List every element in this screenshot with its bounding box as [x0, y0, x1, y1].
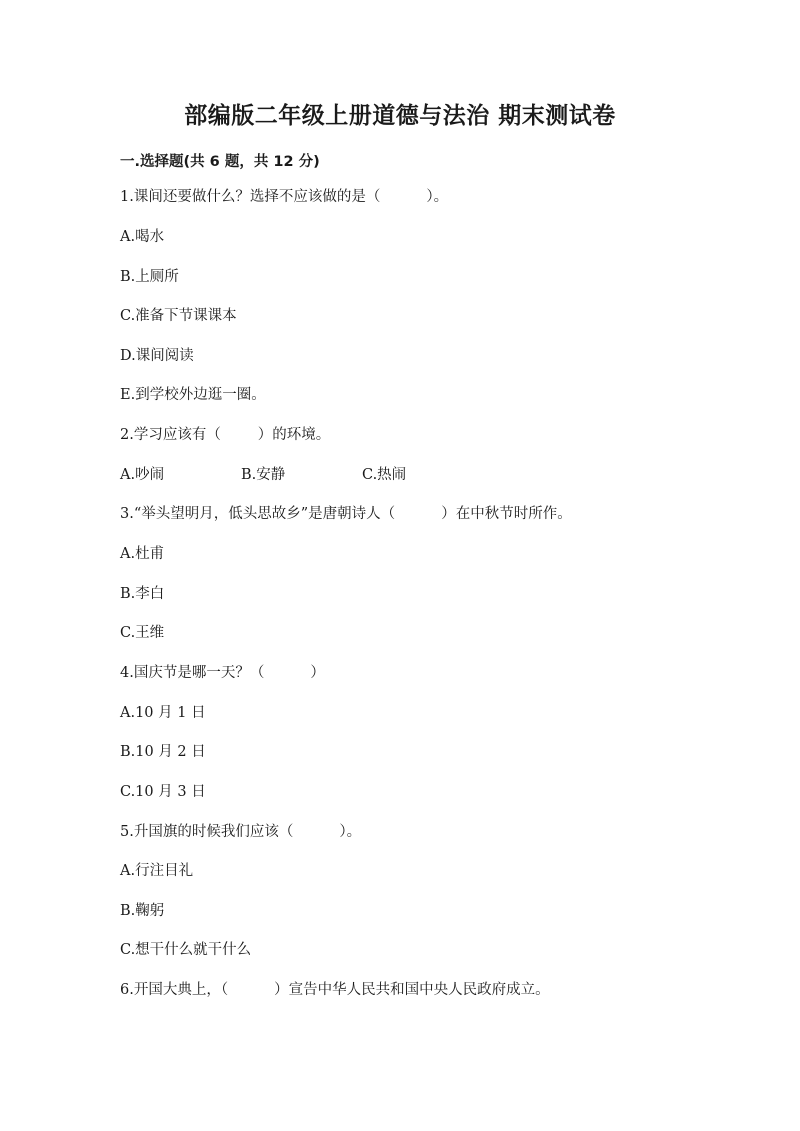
- question-3-stem: 3.“举头望明月，低头思故乡”是唐朝诗人（ ）在中秋节时所作。: [120, 506, 572, 522]
- question-3-option-b: B.李白: [120, 586, 165, 602]
- question-1-option-e: E.到学校外边逛一圈。: [120, 387, 266, 403]
- question-3-option-c: C.王维: [120, 625, 165, 641]
- page-title: 部编版二年级上册道德与法治 期末测试卷: [184, 103, 616, 129]
- question-4-option-b: B.10 月 2 日: [120, 744, 206, 760]
- question-4-option-a: A.10 月 1 日: [120, 705, 206, 721]
- question-5-option-a: A.行注目礼: [120, 863, 194, 879]
- question-4-stem: 4.国庆节是哪一天？（ ）: [120, 665, 325, 681]
- question-4-option-c: C.10 月 3 日: [120, 784, 206, 800]
- question-3-option-a: A.杜甫: [120, 546, 165, 562]
- question-5-stem: 5.升国旗的时候我们应该（ ）。: [120, 824, 362, 840]
- section-heading: 一.选择题(共 6 题，共 12 分): [120, 154, 320, 170]
- question-5-option-c: C.想干什么就干什么: [120, 942, 252, 958]
- question-2-stem: 2.学习应该有（ ）的环境。: [120, 427, 331, 443]
- question-1-option-b: B.上厕所: [120, 269, 179, 285]
- question-1-option-a: A.喝水: [120, 229, 165, 245]
- question-1-stem: 1.课间还要做什么？选择不应该做的是（ ）。: [120, 189, 449, 205]
- question-2-option-a: A.吵闹: [120, 467, 165, 483]
- question-2-option-b: B.安静: [241, 467, 286, 483]
- question-5-option-b: B.鞠躬: [120, 903, 165, 919]
- question-6-stem: 6.开国大典上，（ ）宣告中华人民共和国中央人民政府成立。: [120, 982, 550, 998]
- question-1-option-d: D.课间阅读: [120, 348, 194, 364]
- question-2-option-c: C.热闹: [362, 467, 407, 483]
- question-1-option-c: C.准备下节课课本: [120, 308, 237, 324]
